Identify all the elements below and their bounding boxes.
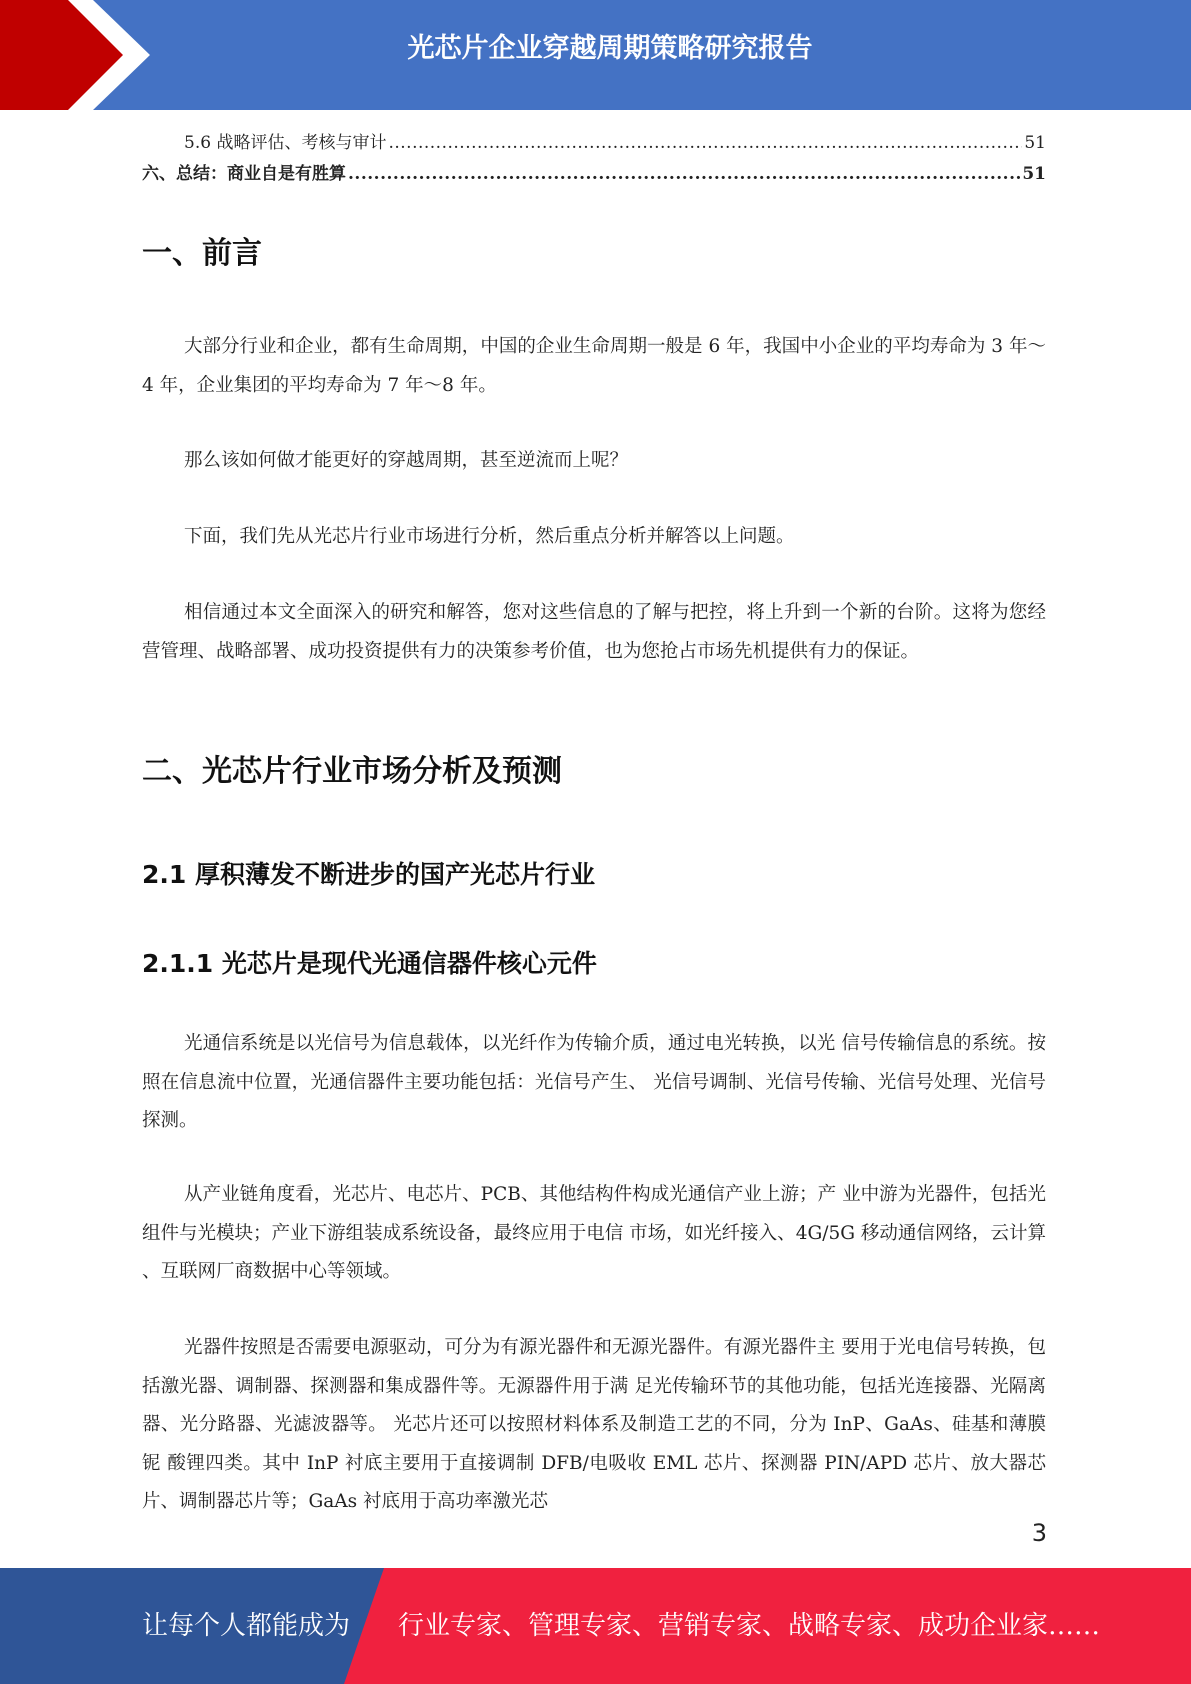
heading-preface: 一、前言 bbox=[142, 236, 262, 271]
toc-entry-page: 51 bbox=[1024, 133, 1046, 153]
paragraph-lifecycle: 大部分行业和企业，都有生命周期，中国的企业生命周期一般是 6 年，我国中小企业的平均寿命为 3 年～4 年，企业集团的平均寿命为 7 年～8 年。 bbox=[142, 336, 1046, 396]
footer-slogan-right: 行业专家、管理专家、营销专家、战略专家、成功企业家…… bbox=[398, 1611, 1101, 1641]
footer-banner bbox=[0, 1568, 1191, 1684]
toc-entry-page: 51 bbox=[1022, 164, 1046, 184]
heading-market-analysis: 二、光芯片行业市场分析及预测 bbox=[142, 754, 562, 789]
toc-entry-5-6[interactable] bbox=[142, 129, 1046, 157]
toc-leader-dots bbox=[388, 129, 1022, 157]
report-title: 光芯片企业穿越周期策略研究报告 bbox=[407, 33, 813, 64]
paragraph-approach: 下面，我们先从光芯片行业市场进行分析，然后重点分析并解答以上问题。 bbox=[184, 526, 795, 547]
heading-2-1: 2.1 厚积薄发不断进步的国产光芯片行业 bbox=[142, 860, 595, 889]
heading-2-1-1: 2.1.1 光芯片是现代光通信器件核心元件 bbox=[142, 949, 597, 978]
toc-leader-dots bbox=[348, 160, 1020, 188]
paragraph-optical-devices: 光器件按照是否需要电源驱动，可分为有源光器件和无源光器件。有源光器件主 要用于光电信号转换，包括激光器、调制器、探测器和集成器件等。无源器件用于满 足光传输环节的其他功能，包括光连接器、光隔离器、光分路器、光滤波器等。 光芯片还可以按照材料体系及制造工艺的不同，分为 InP、GaAs、硅基和薄膜铌 酸锂四类。其中 InP 衬底主要用于直接调制 DFB/电吸收 EML 芯片、探测器 PIN/APD 芯片、放大器芯片、调制器芯片等；GaAs 衬底用于高功率激光芯 bbox=[142, 1337, 1046, 1512]
header-banner bbox=[0, 0, 1191, 110]
paragraph-value: 相信通过本文全面深入的研究和解答，您对这些信息的了解与把控，将上升到一个新的台阶。这将为您经营管理、战略部署、成功投资提供有力的决策参考价值，也为您抢占市场先机提供有力的保证。 bbox=[142, 602, 1046, 662]
paragraph-optical-system: 光通信系统是以光信号为信息载体，以光纤作为传输介质，通过电光转换，以光 信号传输信息的系统。按照在信息流中位置，光通信器件主要功能包括：光信号产生、 光信号调制、光信号传输、光信号处理、光信号探测。 bbox=[142, 1033, 1046, 1131]
toc-entry-text: 六、总结：商业自是有胜算 bbox=[142, 164, 346, 184]
page-number: 3 bbox=[1031, 1519, 1047, 1547]
toc-entry-6[interactable] bbox=[142, 160, 1046, 188]
paragraph-industry-chain: 从产业链角度看，光芯片、电芯片、PCB、其他结构件构成光通信产业上游；产 业中游为光器件，包括光组件与光模块；产业下游组装成系统设备，最终应用于电信 市场，如光纤接入、4G/5G 移动通信网络，云计算 、互联网厂商数据中心等领域。 bbox=[142, 1184, 1046, 1282]
paragraph-question: 那么该如何做才能更好的穿越周期，甚至逆流而上呢？ bbox=[184, 450, 629, 471]
toc-entry-text: 5.6 战略评估、考核与审计 bbox=[184, 133, 387, 153]
footer-slogan-left: 让每个人都能成为 bbox=[142, 1611, 351, 1641]
